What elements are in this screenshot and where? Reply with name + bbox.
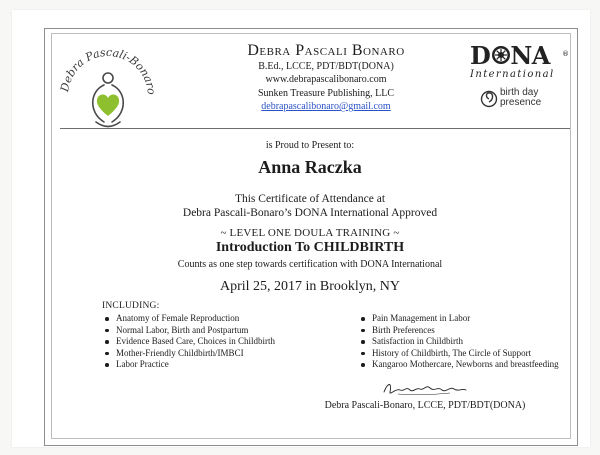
list-item: Anatomy of Female Reproduction (102, 313, 275, 325)
dona-flower-icon (492, 46, 510, 64)
list-item: Mother-Friendly Childbirth/IMBCI (102, 348, 275, 360)
attendance-line-1: This Certificate of Attendance at (234, 193, 386, 205)
issuer-publisher: Sunken Treasure Publishing, LLC (257, 87, 395, 99)
topics-list-left (102, 313, 275, 371)
swirl-circle-icon (480, 88, 498, 110)
birth-day-presence-line2: presence (500, 97, 542, 108)
header-divider (60, 128, 570, 129)
debra-pascali-bonaro-logo (54, 36, 162, 136)
list-item: Labor Practice (102, 359, 275, 371)
handwritten-signature (380, 378, 470, 398)
presented-text: is Proud to Present to: (265, 140, 355, 151)
list-item: Evidence Based Care, Choices in Childbirth (102, 336, 275, 348)
issuer-header (200, 44, 452, 114)
list-item: Kangaroo Mothercare, Newborns and breastfeeding (358, 359, 559, 371)
including-heading: INCLUDING: (102, 301, 160, 311)
dona-trademark: ® (562, 50, 569, 58)
course-title: Introduction To CHILDBIRTH (215, 240, 405, 255)
signer-name: Debra Pascali-Bonaro, LCCE, PDT/BDT(DONA) (324, 400, 526, 411)
dona-international-logo (468, 40, 578, 84)
topics-list-right (358, 313, 559, 371)
list-item: Birth Preferences (358, 325, 559, 337)
issuer-name: Debra Pascali Bonaro (247, 42, 405, 59)
issuer-email-link[interactable]: debrapascalibonaro@gmail.com (261, 101, 391, 112)
birth-day-presence-line1: birth day (500, 87, 539, 98)
list-item: Satisfaction in Childbirth (358, 336, 559, 348)
training-level: ~ LEVEL ONE DOULA TRAINING ~ (220, 227, 400, 239)
heart-icon (97, 94, 119, 116)
dona-wordmark: D NA (470, 41, 550, 70)
certification-note: Counts as one step towards certification with DONA International (177, 259, 443, 270)
list-item: History of Childbirth, The Circle of Support (358, 348, 559, 360)
dona-subtitle: International (470, 69, 555, 80)
attendance-line-2: Debra Pascali-Bonaro’s DONA International Approved (182, 207, 438, 219)
issuer-website: www.debrapascalibonaro.com (265, 74, 387, 85)
recipient-name: Anna Raczka (258, 157, 362, 177)
issuer-credentials: B.Ed., LCCE, PDT/BDT(DONA) (258, 60, 394, 72)
list-item: Normal Labor, Birth and Postpartum (102, 325, 275, 337)
logo-ring-text: Debra Pascali-Bonaro (58, 45, 159, 96)
birth-day-presence-logo (478, 86, 558, 116)
list-item: Pain Management in Labor (358, 313, 559, 325)
date-and-location: April 25, 2017 in Brooklyn, NY (219, 279, 401, 294)
